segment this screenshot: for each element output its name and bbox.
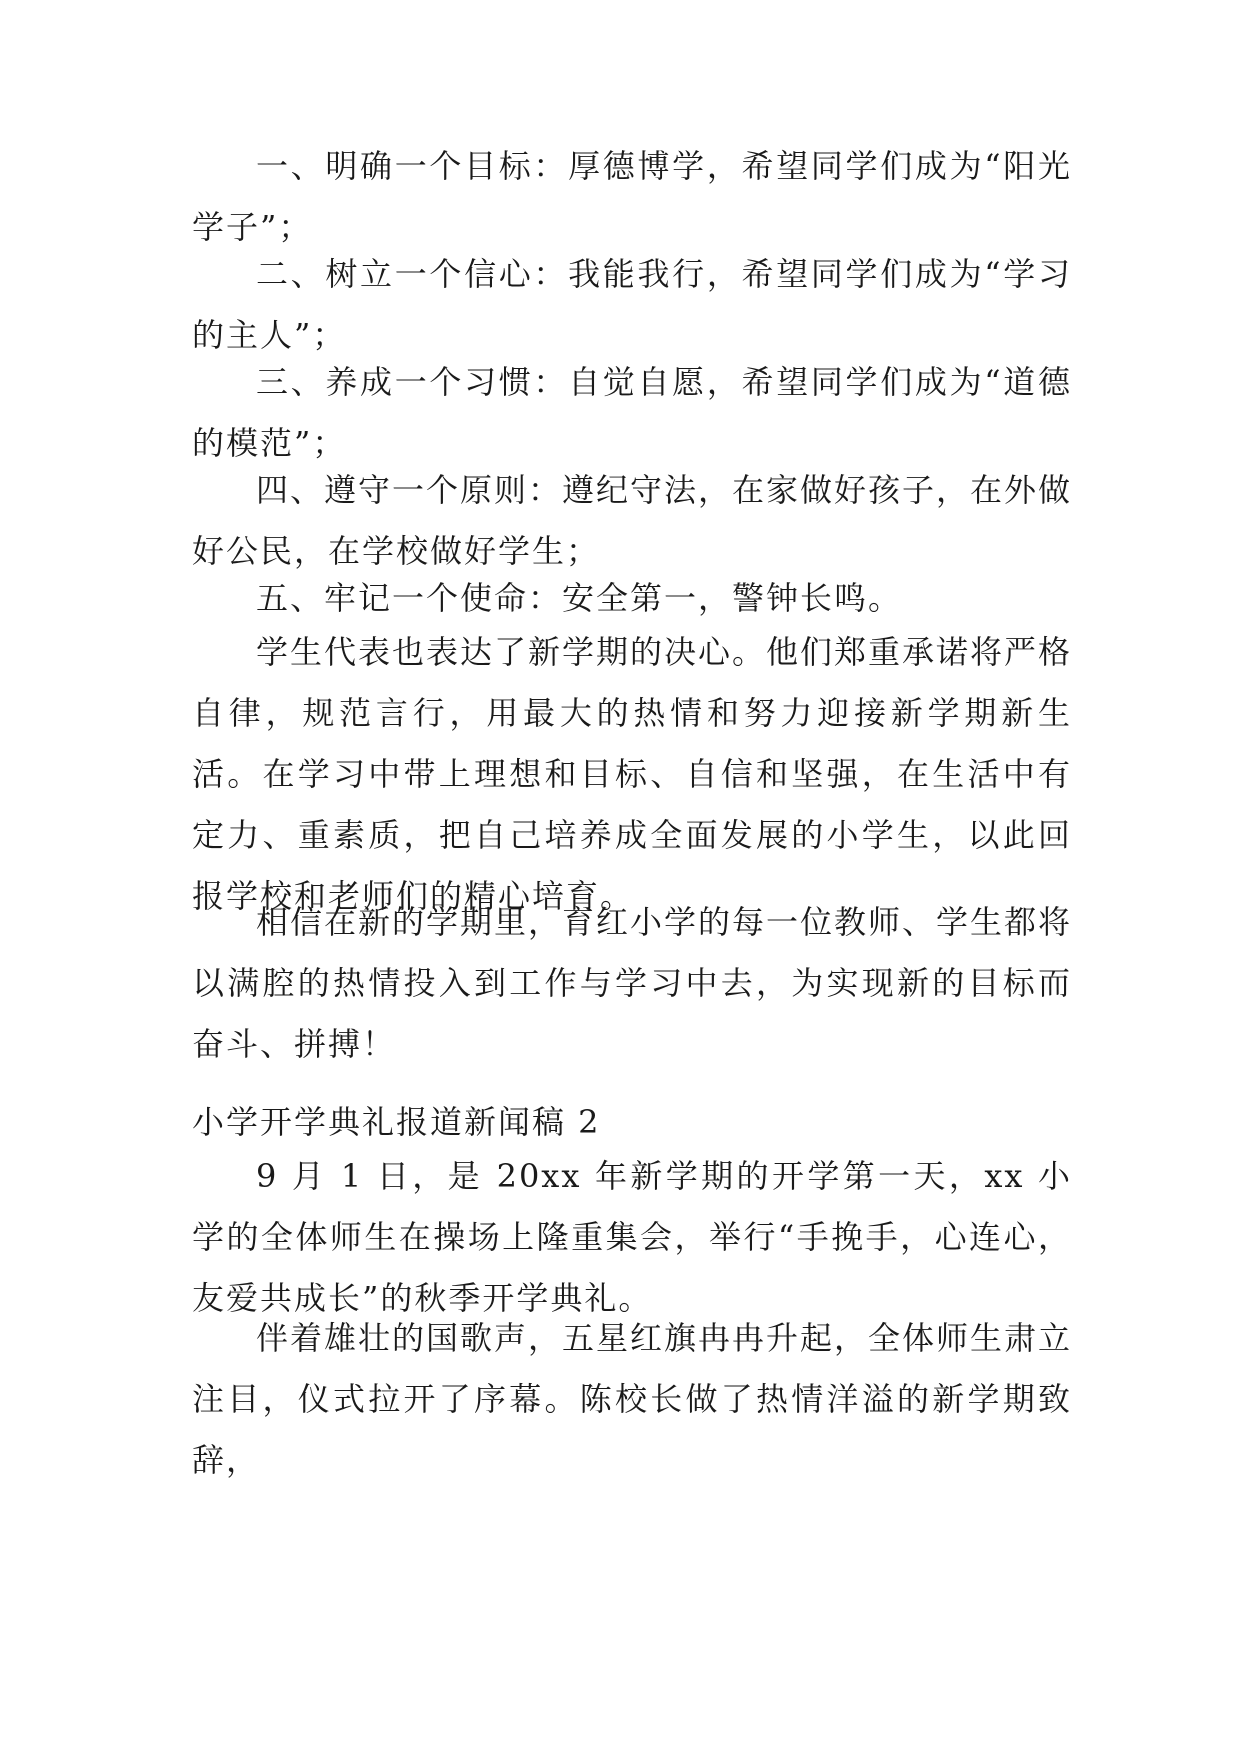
opening-day-paragraph: 9 月 1 日，是 20xx 年新学期的开学第一天，xx 小学的全体师生在操场上隆重集会，举行“手挽手，心连心，友爱共成长”的秋季开学典礼。 [192,1157,1072,1317]
list-item-confidence: 二、树立一个信心：我能我行，希望同学们成为“学习的主人”； [192,255,1072,354]
list-item-mission: 五、牢记一个使命：安全第一，警钟长鸣。 [256,579,903,617]
list-item-habit: 三、养成一个习惯：自觉自愿，希望同学们成为“道德的模范”； [192,363,1072,462]
list-item-principle: 四、遵守一个原则：遵纪守法，在家做好孩子，在外做好公民，在学校做好学生； [192,471,1073,570]
ceremony-paragraph: 伴着雄壮的国歌声，五星红旗冉冉升起，全体师生肃立注目，仪式拉开了序幕。陈校长做了热情洋溢的新学期致辞， [192,1319,1073,1479]
student-representative-paragraph: 学生代表也表达了新学期的决心。他们郑重承诺将严格自律，规范言行，用最大的热情和努力迎接新学期新生活。在学习中带上理想和目标、自信和坚强，在生活中有定力、重素质，把自己培养成全面发展的小学生，以此回报学校和老师们的精心培育。 [192,633,1073,915]
closing-paragraph: 相信在新的学期里，育红小学的每一位教师、学生都将以满腔的热情投入到工作与学习中去，为实现新的目标而奋斗、拼搏！ [192,903,1073,1063]
section-title: 小学开学典礼报道新闻稿 2 [192,1103,601,1141]
list-item-goal: 一、明确一个目标：厚德博学，希望同学们成为“阳光学子”； [192,147,1072,246]
